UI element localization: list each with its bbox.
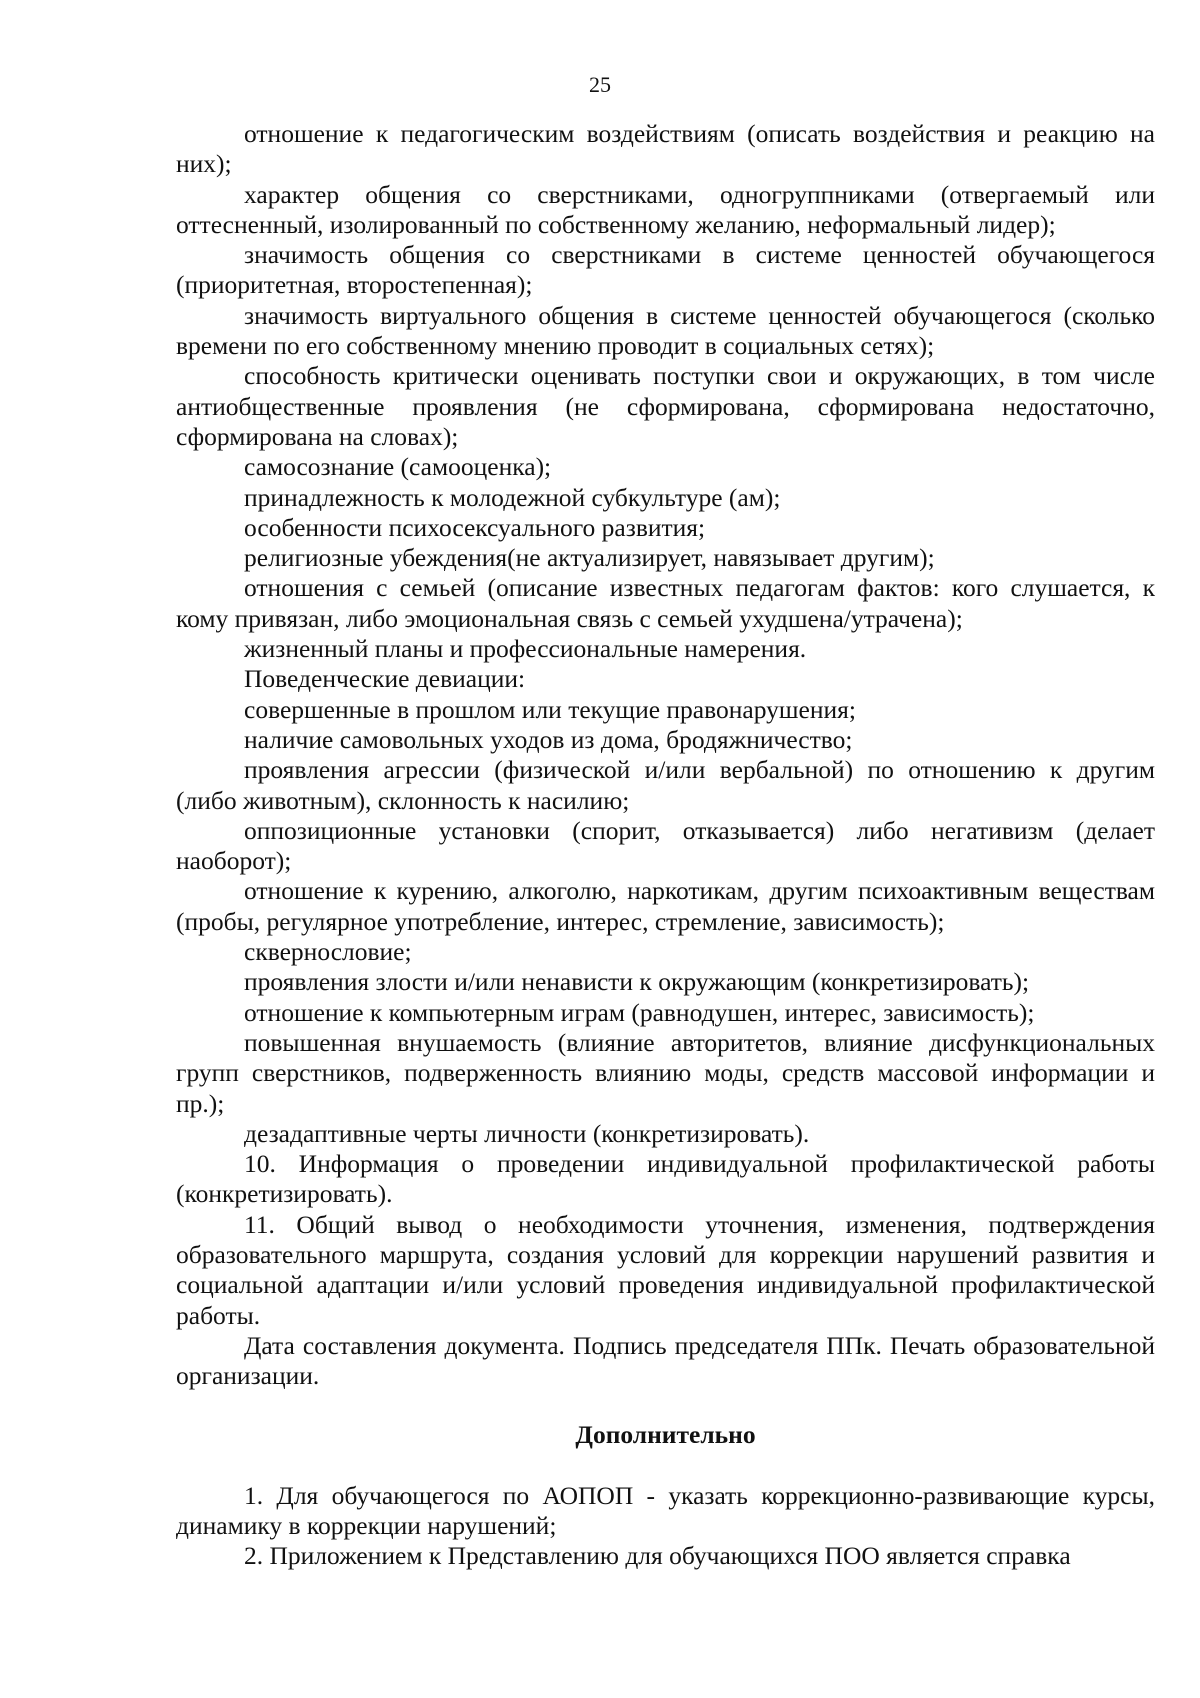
paragraph: особенности психосексуального развития; <box>244 512 706 542</box>
paragraph: проявления злости и/или ненависти к окружающим (конкретизировать); <box>244 967 1030 997</box>
additional-item: 2. Приложением к Представлению для обучающихся ПОО является справка <box>244 1541 1071 1571</box>
paragraph: способность критически оценивать поступки свои и окружающих, в том числе антиобщественные проявления (не сформирована, сформирована недостаточно, сформирована на словах); <box>176 361 1155 451</box>
paragraph-item-10: 10. Информация о проведении индивидуальной профилактической работы (конкретизировать). <box>176 1149 1155 1209</box>
paragraph: принадлежность к молодежной субкультуре (ам); <box>244 482 781 512</box>
paragraph-item-11: 11. Общий вывод о необходимости уточнения, изменения, подтверждения образовательного маршрута, создания условий для коррекции нарушений развития и социальной адаптации и/или условий проведения индивидуальной профилактической работы. <box>176 1209 1155 1330</box>
paragraph: значимость общения со сверстниками в системе ценностей обучающегося (приоритетная, второстепенная); <box>176 240 1155 300</box>
page-number: 25 <box>589 72 611 97</box>
additional-item: 1. Для обучающегося по АОПОП - указать коррекционно-развивающие курсы, динамику в коррекции нарушений; <box>176 1480 1155 1541</box>
section-heading: Дополнительно <box>575 1420 756 1450</box>
paragraph: повышенная внушаемость (влияние авторитетов, влияние дисфункциональных групп сверстников, подверженность влиянию моды, средств массовой информации и пр.); <box>176 1027 1155 1118</box>
document-body <box>176 119 1155 1572</box>
paragraph: отношение к педагогическим воздействиям (описать воздействия и реакцию на них); <box>176 119 1155 179</box>
paragraph: проявления агрессии (физической и/или вербальной) по отношению к другим (либо животным), склонность к насилию; <box>176 755 1155 815</box>
paragraph: характер общения со сверстниками, одногруппниками (отвергаемый или оттесненный, изолированный по собственному желанию, неформальный лидер); <box>176 179 1155 239</box>
paragraph: сквернословие; <box>244 937 412 967</box>
paragraph: жизненный планы и профессиональные намерения. <box>244 634 807 664</box>
paragraph: оппозиционные установки (спорит, отказывается) либо негативизм (делает наоборот); <box>176 815 1155 876</box>
paragraph: религиозные убеждения(не актуализирует, навязывает другим); <box>244 543 935 573</box>
paragraph: отношение к курению, алкоголю, наркотикам, другим психоактивным веществам (пробы, регулярное употребление, интерес, стремление, зависимость); <box>176 876 1155 936</box>
paragraph: Поведенческие девиации: <box>244 664 526 694</box>
paragraph: отношение к компьютерным играм (равнодушен, интерес, зависимость); <box>244 997 1035 1027</box>
paragraph: значимость виртуального общения в системе ценностей обучающегося (сколько времени по его собственному мнению проводит в социальных сетях); <box>176 300 1155 361</box>
paragraph: дезадаптивные черты личности (конкретизировать). <box>244 1118 810 1148</box>
signature-line: Дата составления документа. Подпись председателя ППк. Печать образовательной организации. <box>176 1330 1155 1391</box>
paragraph: самосознание (самооценка); <box>244 452 552 482</box>
paragraph: совершенные в прошлом или текущие правонарушения; <box>244 694 856 724</box>
paragraph: отношения с семьей (описание известных педагогам фактов: кого слушается, к кому привязан, либо эмоциональная связь с семьей ухудшена/утрачена); <box>176 573 1155 633</box>
paragraph: наличие самовольных уходов из дома, бродяжничество; <box>244 724 853 754</box>
